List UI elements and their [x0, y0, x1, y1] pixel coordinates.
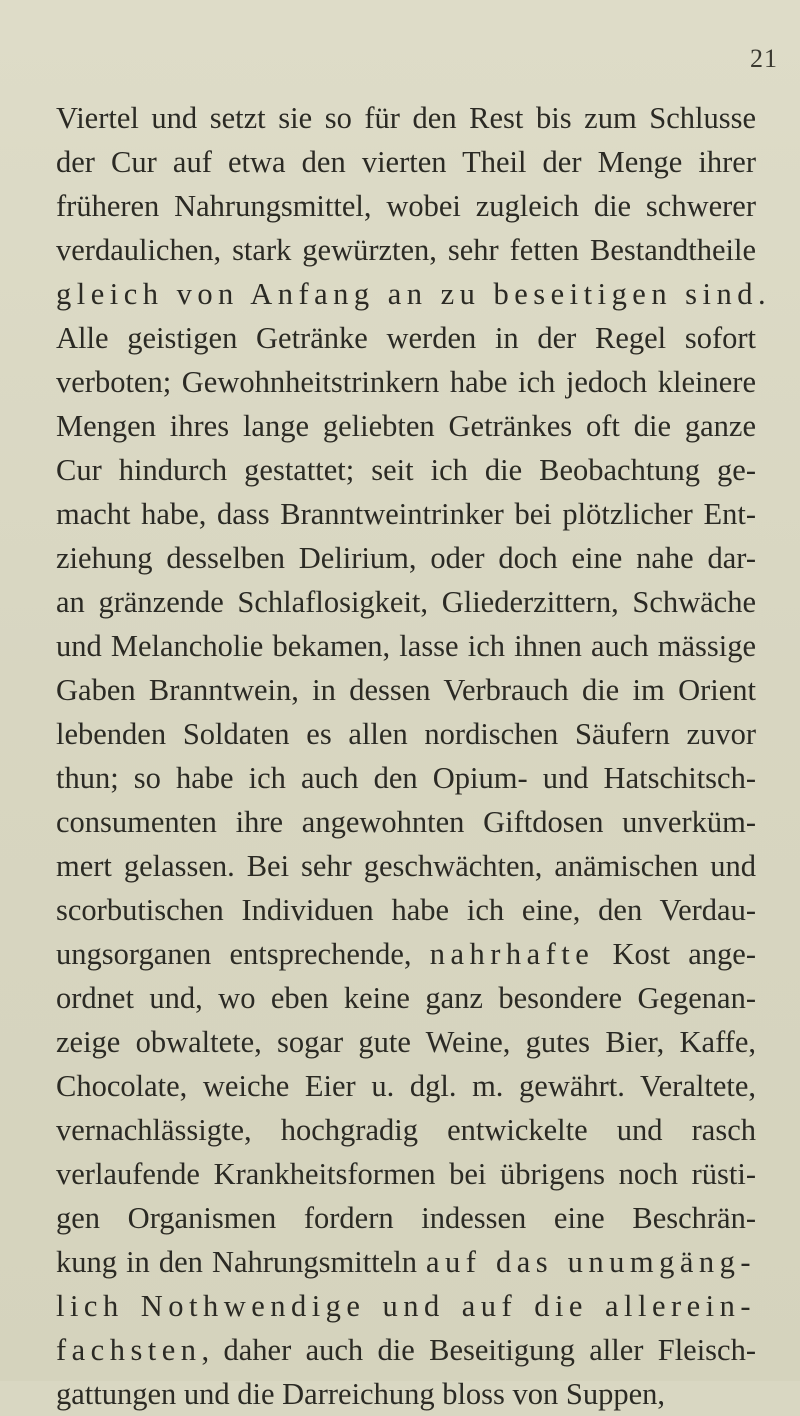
spaced-text: nahrhafte	[429, 937, 595, 971]
text-line	[56, 272, 772, 316]
text-line: Viertel und setzt sie so für den Rest bis zum Schlusse	[56, 101, 756, 135]
spaced-text: fachsten	[56, 1333, 202, 1367]
text-line: verboten; Gewohnheitstrinkern habe ich jedoch kleinere	[56, 365, 756, 399]
text-line	[56, 1240, 756, 1284]
text-line: scorbutischen Individuen habe ich eine, den Verdau-	[56, 893, 756, 927]
text-line: gattungen und die Darreichung bloss von Suppen,	[56, 1377, 666, 1411]
text-line: mert gelassen. Bei sehr geschwächten, anämischen und	[56, 849, 756, 883]
spaced-text: gleich von Anfang an zu beseitigen sind.	[56, 277, 772, 311]
text-line: macht habe, dass Branntweintrinker bei plötzlicher Ent-	[56, 497, 756, 531]
text-line	[56, 1328, 756, 1372]
text-line	[56, 1284, 756, 1328]
text-line: zeige obwaltete, sogar gute Weine, gutes Bier, Kaffe,	[56, 1025, 756, 1059]
text-line: consumenten ihre angewohnten Giftdosen unverküm-	[56, 805, 756, 839]
spaced-text: auf das unumgäng-	[426, 1245, 756, 1279]
page-number: 21	[750, 44, 778, 73]
text-line: lebenden Soldaten es allen nordischen Säufern zuvor	[56, 717, 756, 751]
text-line: an gränzende Schlaflosigkeit, Gliederzittern, Schwäche	[56, 585, 756, 619]
body-text	[56, 96, 772, 1416]
text-line: Gaben Branntwein, in dessen Verbrauch die im Orient	[56, 673, 756, 707]
text-line: thun; so habe ich auch den Opium- und Hatschitsch-	[56, 761, 756, 795]
text-line: der Cur auf etwa den vierten Theil der Menge ihrer	[56, 145, 756, 179]
text-line: Chocolate, weiche Eier u. dgl. m. gewährt. Veraltete,	[56, 1069, 756, 1103]
text-line	[56, 932, 756, 976]
text-line: früheren Nahrungsmittel, wobei zugleich die schwerer	[56, 189, 756, 223]
text-run: kung in den Nahrungsmitteln	[56, 1245, 427, 1279]
text-run: ungsorganen entsprechende,	[56, 937, 430, 971]
text-line: Alle geistigen Getränke werden in der Regel sofort	[56, 321, 756, 355]
text-line: gen Organismen fordern indessen eine Beschrän-	[56, 1201, 756, 1235]
text-line: ziehung desselben Delirium, oder doch eine nahe dar-	[56, 541, 756, 575]
spaced-text: lich Nothwendige und auf die allerein-	[56, 1289, 756, 1323]
text-line: und Melancholie bekamen, lasse ich ihnen auch mässige	[56, 629, 756, 663]
text-line: verdaulichen, stark gewürzten, sehr fetten Bestandtheile	[56, 233, 756, 267]
text-run: Kost ange-	[594, 937, 756, 971]
text-line: Cur hindurch gestattet; seit ich die Beobachtung ge-	[56, 453, 756, 487]
text-line: Mengen ihres lange geliebten Getränkes oft die ganze	[56, 409, 756, 443]
text-run: , daher auch die Beseitigung aller Fleisch-	[201, 1333, 756, 1367]
text-line: vernachlässigte, hochgradig entwickelte und rasch	[56, 1113, 756, 1147]
text-line: verlaufende Krankheitsformen bei übrigens noch rüsti-	[56, 1157, 756, 1191]
text-line: ordnet und, wo eben keine ganz besondere Gegenan-	[56, 981, 756, 1015]
